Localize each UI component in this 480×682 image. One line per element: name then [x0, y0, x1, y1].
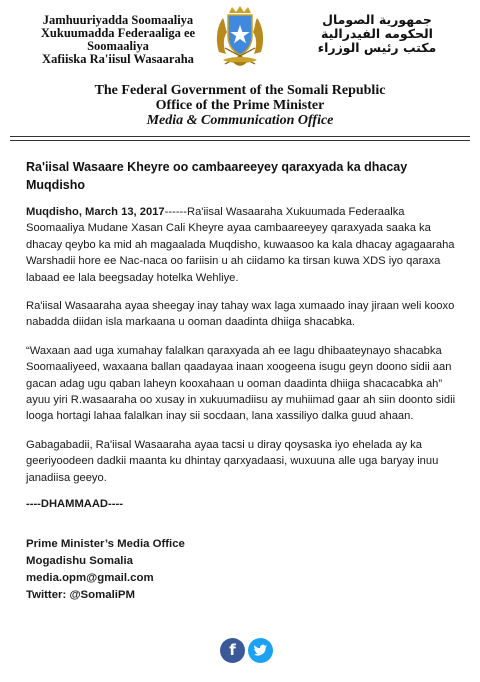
- signature-office: Prime Minister’s Media Office: [26, 538, 185, 551]
- twitter-icon[interactable]: [248, 638, 273, 663]
- paragraph-1-text: ------Ra'iisal Wasaaraha Xukuumada Federaalka Soomaaliya Mudane Xasan Cali Kheyre ayaa cambaareeyey qaraxyada saaka ka dhacay qeybo ka mid ah magaalada Muqdisho, kuwaasoo ka kala dhacay agagaaraha Warshadii hore ee Nac-naca oo fariisin u ah ciidamo ka tirsan kuwa XDS iyo qaraxa labaad ee lala beegsaday hotelka Wehliye.: [26, 206, 455, 284]
- header-divider-thin: [10, 140, 470, 141]
- arabic-line: جمهورية الصومال: [322, 12, 432, 27]
- somalia-coat-of-arms-icon: [213, 4, 267, 70]
- press-release-body: [26, 158, 462, 604]
- signature-twitter: Twitter: @SomaliPM: [26, 589, 135, 602]
- english-heading: [0, 83, 480, 128]
- arabic-line: مكتب رئيس الوزراء: [317, 40, 437, 55]
- office-name: Office of the Prime Minister: [155, 98, 325, 113]
- somali-line: Xukuumadda Federaaliga ee: [40, 26, 196, 40]
- twitter-bird-icon: [248, 638, 273, 663]
- media-office-name: Media & Communication Office: [146, 113, 334, 128]
- release-title: Ra'iisal Wasaare Kheyre oo cambaareeyey qaraxyada ka dhacay Muqdisho: [26, 160, 408, 192]
- signature-block: [26, 536, 462, 604]
- arabic-line: الحكومه الفيدرالية: [321, 26, 433, 41]
- letterhead: [0, 0, 480, 128]
- paragraph-1: [26, 204, 462, 286]
- closing-mark: ----DHAMMAAD----: [26, 498, 123, 511]
- arabic-heading: [302, 13, 452, 55]
- paragraph-4: Gabagabadii, Ra'iisal Wasaaraha ayaa tacsi u diray qoysaska iyo ehelada ay ka geeriyoodeen dadkii maanta ku dhintay qarxyadaasi, wuxuuna alle uga baryay inuu janadiisa geeyo.: [26, 438, 439, 484]
- dateline: Muqdisho, March 13, 2017: [26, 206, 165, 218]
- paragraph-2: Ra'iisal Wasaaraha ayaa sheegay inay tahay wax laga xumaado inay jiraan weli kooxo nabadda diidan isla markaana u ooman daadinta dhiiga shacabka.: [26, 300, 455, 329]
- signature-email: media.opm@gmail.com: [26, 572, 154, 585]
- government-name: The Federal Government of the Somali Republic: [94, 83, 386, 98]
- signature-location: Mogadishu Somalia: [26, 555, 133, 568]
- facebook-icon[interactable]: f: [220, 638, 245, 663]
- somali-line: Xafiiska Ra'iisul Wasaaraha: [42, 52, 194, 66]
- paragraph-3: “Waxaan aad uga xumahay falalkan qaraxyada ah ee lagu dhibaateynayo shacabka Soomaaliyeed, waxaana ballan qaadayaa inaan xoogeena isugu geyn doono sidii aan gacan adag ugu qaban laheyn kooxahaan u ooman daadinta dhiiga shacacabka ah” ayuu yiri R.wasaaraha oo xusay in xukuumadiisu ay muhiimad gaar ah siin doonto sidii looga hortagi lahaa falalkan inay sii socdaan, lana xassiliyo dalka guud ahaan.: [26, 344, 456, 423]
- header-divider: [10, 136, 470, 137]
- somali-line: Soomaaliya: [87, 39, 149, 53]
- somali-heading: [18, 14, 218, 66]
- somali-line: Jamhuuriyadda Soomaaliya: [42, 13, 194, 27]
- social-icons: [218, 638, 278, 666]
